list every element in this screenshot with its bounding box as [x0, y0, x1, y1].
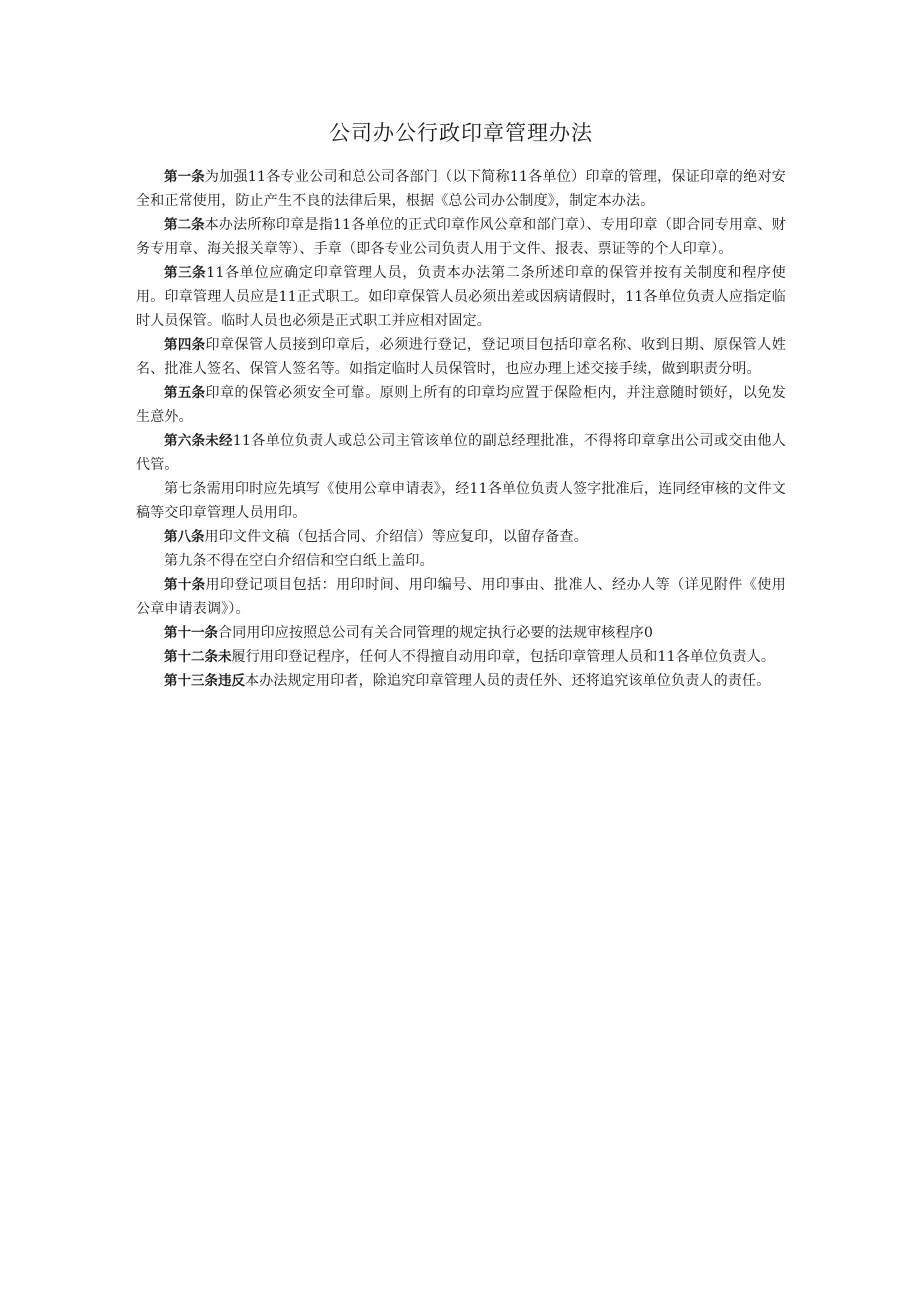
- article-7: [136, 477, 786, 525]
- article-text: 印章保管人员接到印章后，必须进行登记，登记项目包括印章名称、收到日期、原保管人姓名、批准人签名、保管人签名等。如指定临时人员保管时，也应办理上述交接手续，做到职责分明。: [136, 337, 787, 377]
- article-12: [136, 645, 786, 669]
- article-4: [136, 333, 786, 381]
- article-13: [136, 669, 786, 693]
- article-11: [136, 621, 786, 645]
- article-1: [136, 165, 786, 213]
- article-label: 第一条: [164, 169, 205, 185]
- document-title: 公司办公行政印章管理办法: [329, 121, 593, 145]
- article-6: [136, 429, 786, 477]
- article-text: 用印文件文稿（包括合同、介绍信）等应复印，以留存备查。: [204, 529, 588, 545]
- article-label: 第二条: [164, 217, 205, 233]
- article-text: 履行用印登记程序，任何人不得擅自动用印章，包括印章管理人员和11各单位负责人。: [231, 649, 776, 665]
- article-text: 本办法所称印章是指11各单位的正式印章作风公章和部门章）、专用印章（即合同专用章、财务专用章、海关报关章等）、手章（即各专业公司负责人用于文件、报表、票证等的个人印章）。: [136, 217, 787, 257]
- article-text: 11各单位应确定印章管理人员，负责本办法第二条所述印章的保管并按有关制度和程序使用。印章管理人员应是11正式职工。如印章保管人员必须出差或因病请假时，11各单位负责人应指定临时人员保管。临时人员也必须是正式职工并应相对固定。: [136, 265, 787, 329]
- article-text: 本办法规定用印者，除追究印章管理人员的责任外、还将追究该单位负责人的责任。: [245, 673, 771, 689]
- article-text: 第七条需用印时应先填写《使用公章申请表》，经11各单位负责人签字批准后，连同经审核的文件文稿等交印章管理人员用印。: [136, 481, 786, 521]
- article-label: 第十一条: [164, 625, 218, 641]
- article-label: 第十二条未: [164, 649, 232, 665]
- article-text: 印章的保管必须安全可靠。原则上所有的印章均应置于保险柜内，并注意随时锁好，以免发生意外。: [136, 385, 787, 425]
- article-10: [136, 573, 786, 621]
- article-label: 第八条: [164, 529, 205, 545]
- article-label: 第三条: [164, 265, 207, 281]
- article-2: [136, 213, 786, 261]
- article-text: 用印登记项目包括：用印时间、用印编号、用印事由、批准人、经办人等（详见附件《使用公章申请表调》）。: [136, 577, 787, 617]
- article-8: [136, 525, 786, 549]
- article-5: [136, 381, 786, 429]
- article-text: 为加强11各专业公司和总公司各部门（以下简称11各单位）印章的管理，保证印章的绝对安全和正常使用，防止产生不良的法律后果，根据《总公司办公制度》，制定本办法。: [136, 169, 786, 209]
- article-text: 合同用印应按照总公司有关合同管理的规定执行必要的法规审核程序0: [218, 625, 654, 641]
- article-label: 第四条: [164, 337, 206, 353]
- article-label: 第五条: [164, 385, 206, 401]
- article-text: 11各单位负责人或总公司主管该单位的副总经理批准，不得将印章拿出公司或交由他人代管。: [136, 433, 786, 473]
- article-3: [136, 261, 786, 333]
- article-label: 第六条未经: [164, 433, 233, 449]
- article-label: 第十三条违反: [164, 673, 245, 689]
- article-9: [136, 549, 786, 573]
- document-page: [136, 118, 786, 693]
- article-label: 第十条: [164, 577, 206, 593]
- article-text: 第九条不得在空白介绍信和空白纸上盖印。: [164, 553, 434, 569]
